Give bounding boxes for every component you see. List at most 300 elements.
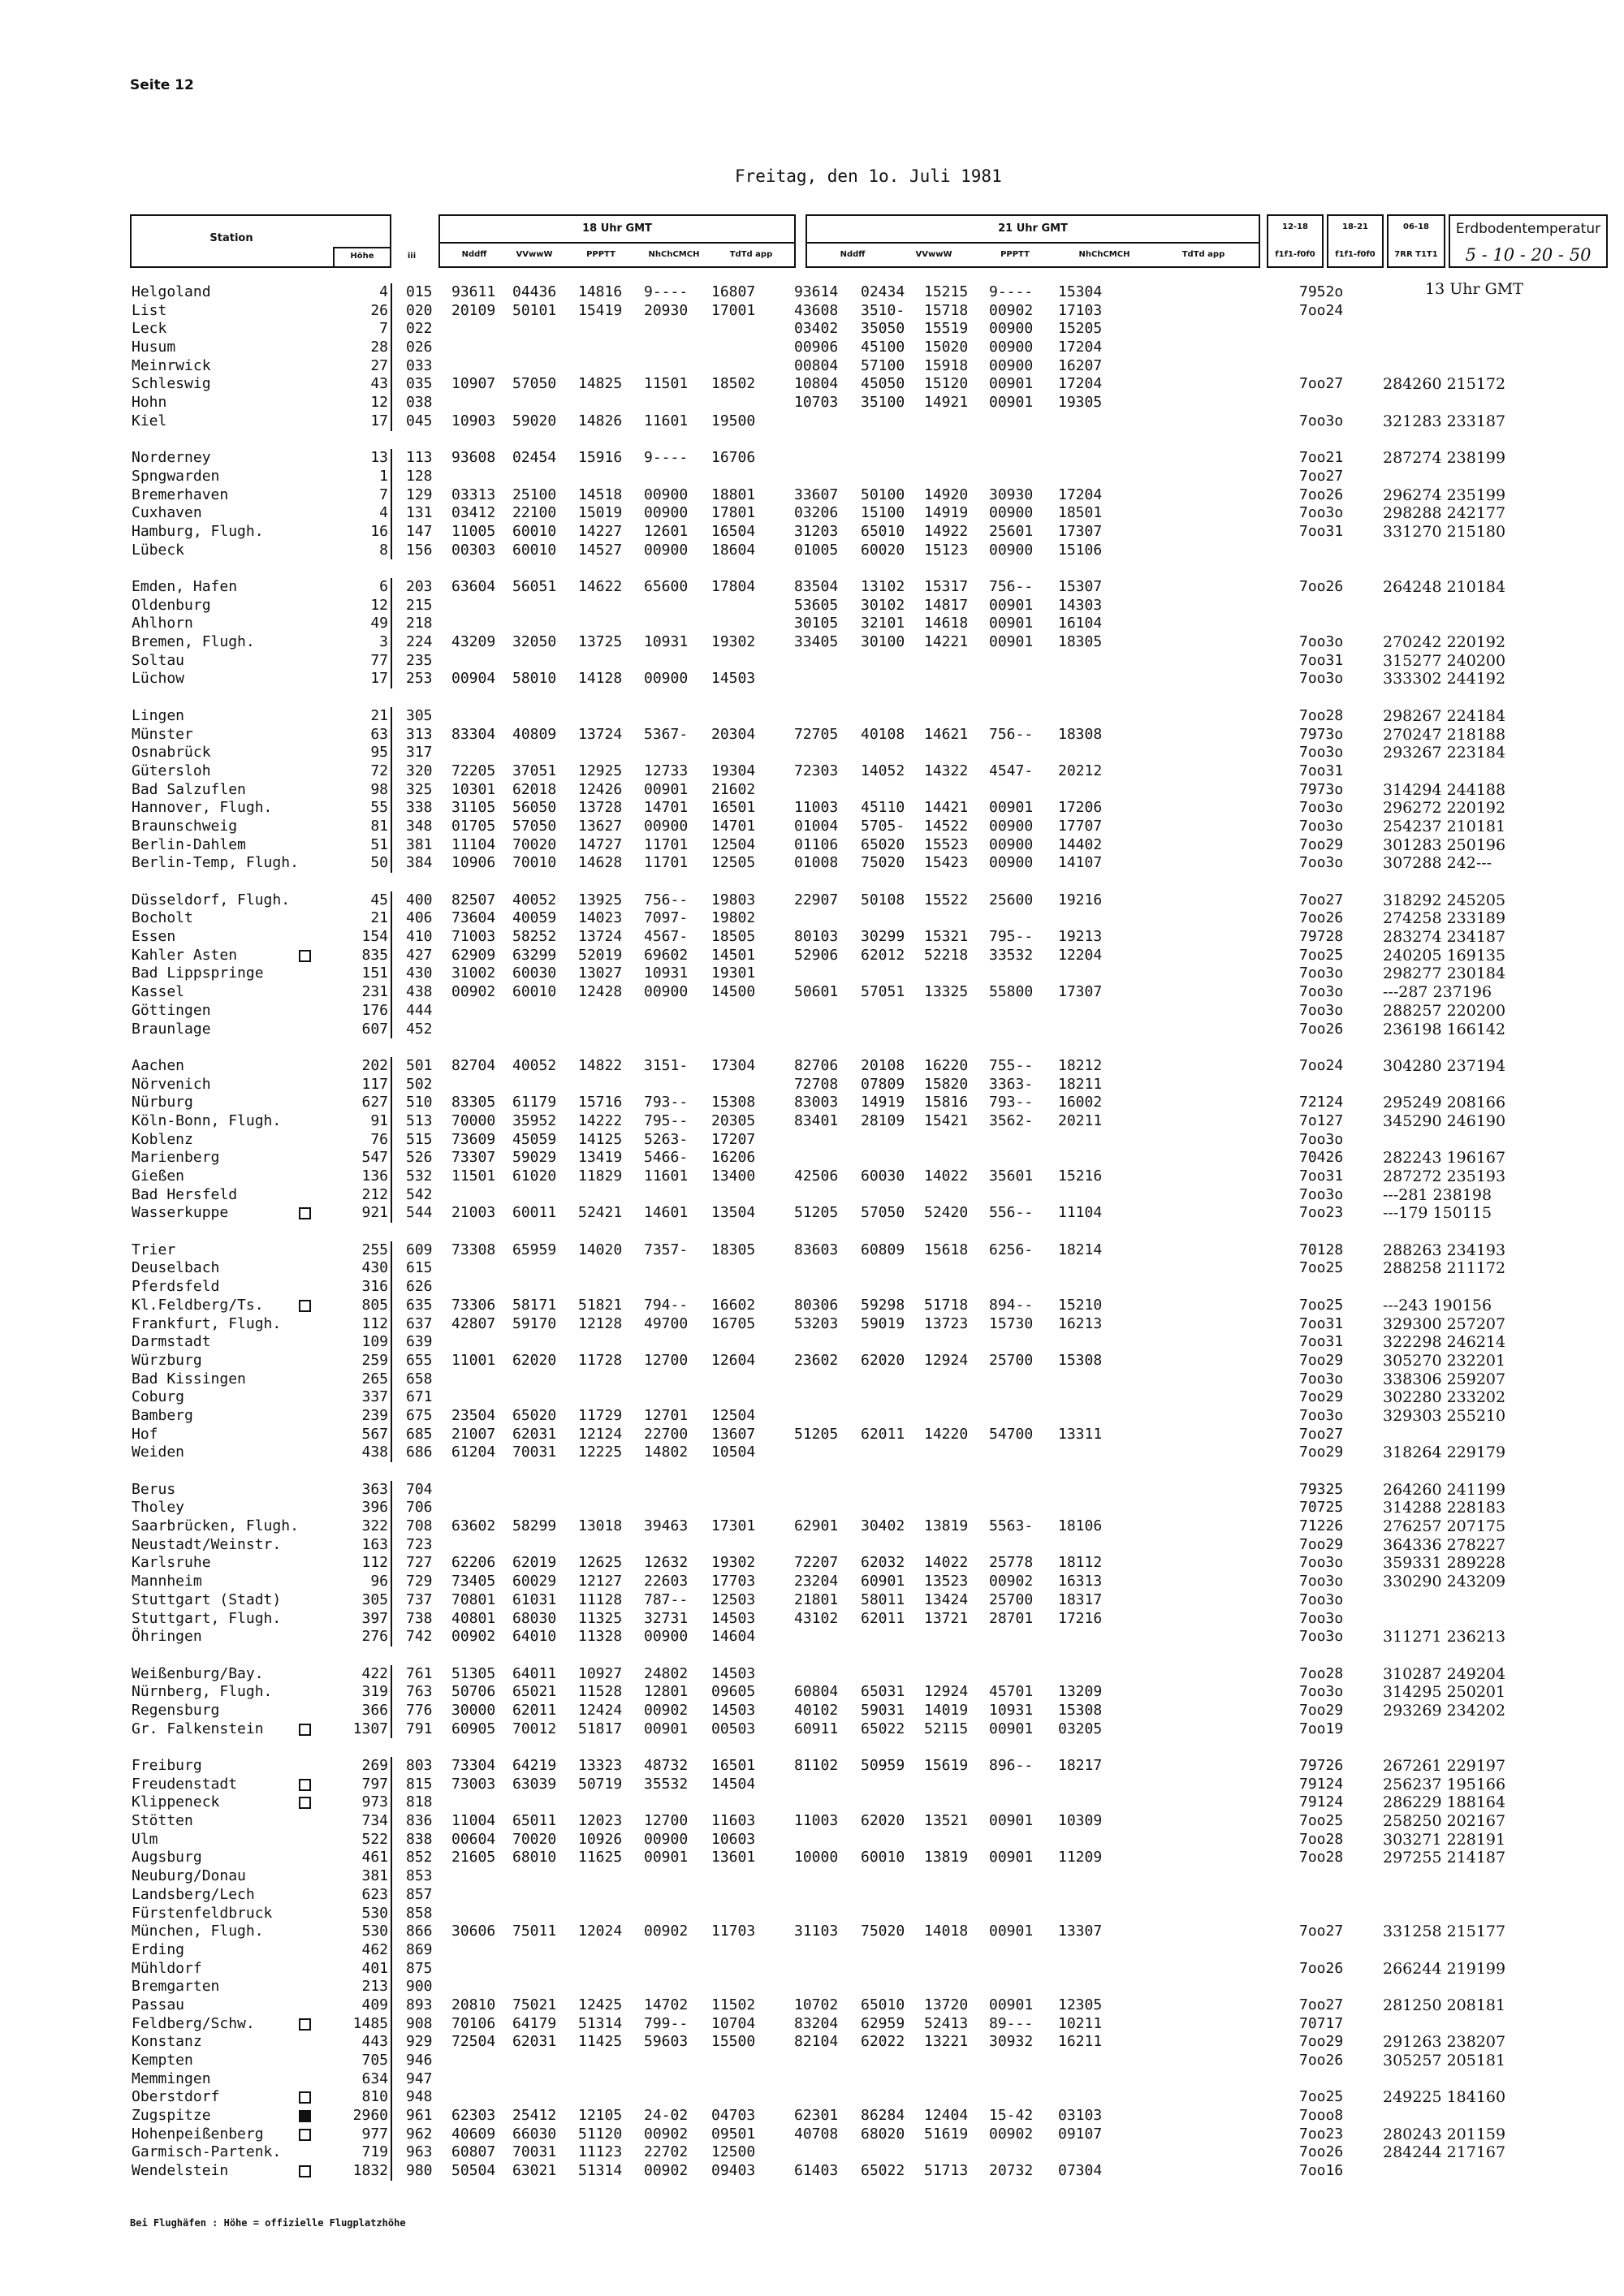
- hoehe-divider: [391, 2052, 392, 2070]
- obs18-value: 12503: [711, 1590, 756, 1608]
- obs21-value: 00902: [989, 1573, 1034, 1590]
- obs21-value: 18305: [1058, 633, 1103, 651]
- obs18-value: 24802: [644, 1664, 689, 1682]
- hoehe-divider: [391, 1941, 392, 1960]
- hoehe-divider: [391, 1352, 392, 1370]
- soil-temperature: 293269 234202: [1383, 1701, 1506, 1720]
- hoehe-divider: [391, 726, 392, 744]
- obs21-value: 83603: [794, 1241, 839, 1258]
- table-row: [0, 2126, 1624, 2144]
- obs18-value: 10931: [644, 633, 689, 651]
- hoehe-divider: [391, 1315, 392, 1334]
- precip-temp-group: 7oo25: [1299, 1259, 1344, 1277]
- obs21-value: 12305: [1058, 1996, 1103, 2013]
- obs18-value: 70010: [512, 854, 557, 872]
- obs21-value: 52413: [924, 2014, 969, 2032]
- station-index: 908: [406, 2014, 433, 2032]
- hoehe-divider: [391, 1757, 392, 1776]
- obs18-value: 14822: [578, 1056, 623, 1074]
- obs18-value: 11128: [578, 1590, 623, 1608]
- obs18-value: 12505: [711, 854, 756, 872]
- station-name: Würzburg: [132, 1351, 202, 1369]
- obs21-value: 75020: [861, 1923, 905, 1940]
- station-name: Husum: [132, 339, 176, 356]
- obs18-value: 00900: [644, 486, 689, 503]
- row-gap: [0, 688, 1624, 707]
- table-row: [0, 1186, 1624, 1205]
- obs18-value: 63021: [512, 2162, 557, 2180]
- obs21-value: 86284: [861, 2107, 905, 2125]
- station-index: 727: [406, 1554, 433, 1572]
- station-height: 95: [370, 744, 388, 762]
- obs21-value: 33405: [794, 633, 839, 651]
- station-name: Wendelstein: [132, 2162, 229, 2180]
- obs18-value: 31105: [451, 799, 496, 817]
- hoehe-divider: [391, 1426, 392, 1444]
- precip-temp-group: 7ooo8: [1299, 2107, 1344, 2125]
- obs18-value: 11502: [711, 1996, 756, 2013]
- obs21-value: 72708: [794, 1075, 839, 1093]
- station-index: 203: [406, 578, 433, 595]
- row-gap: [0, 873, 1624, 891]
- precip-temp-group: 70725: [1299, 1499, 1344, 1517]
- obs18-value: 62018: [512, 780, 557, 798]
- station-name: Hof: [132, 1425, 158, 1443]
- obs21-value: 00804: [794, 356, 839, 374]
- obs21-value: 17307: [1058, 983, 1103, 1001]
- obs21-value: 15120: [924, 375, 969, 393]
- table-row: [0, 1776, 1624, 1794]
- precip-temp-group: 7oo25: [1299, 1296, 1344, 1314]
- obs21-value: 57100: [861, 356, 905, 374]
- obs18-value: 15019: [578, 504, 623, 522]
- obs21-value: 01106: [794, 835, 839, 853]
- obs21-value: 18501: [1058, 504, 1103, 522]
- obs21-value: 10309: [1058, 1812, 1103, 1830]
- station-name: Lübeck: [132, 541, 185, 559]
- station-name: Kassel: [132, 983, 185, 1001]
- obs18-value: 25412: [512, 2107, 557, 2125]
- obs18-value: 04703: [711, 2107, 756, 2125]
- obs18-value: 00900: [644, 504, 689, 522]
- obs21-value: 25601: [989, 522, 1034, 540]
- station-index: 615: [406, 1259, 433, 1277]
- obs18-value: 02454: [512, 449, 557, 467]
- station-name: Zugspitze: [132, 2107, 211, 2125]
- obs21-value: 83504: [794, 578, 839, 595]
- hoehe-divider: [391, 1112, 392, 1131]
- obs18-value: 60010: [512, 541, 557, 559]
- obs21-value: 14322: [924, 762, 969, 779]
- obs18-value: 58252: [512, 928, 557, 946]
- obs21-value: 54700: [989, 1425, 1034, 1443]
- station-name: Tholey: [132, 1499, 185, 1517]
- obs18-value: 14622: [578, 578, 623, 595]
- station-name: Mühldorf: [132, 1959, 202, 1977]
- obs18-value: 11104: [451, 835, 496, 853]
- obs21-value: 00906: [794, 339, 839, 356]
- obs18-value: 21602: [711, 780, 756, 798]
- obs21-value: 50959: [861, 1757, 905, 1774]
- obs18-value: 00900: [644, 983, 689, 1001]
- obs21-value: 18212: [1058, 1056, 1103, 1074]
- obs21-value: 14919: [924, 504, 969, 522]
- obs18-value: 45059: [512, 1130, 557, 1148]
- station-height: 409: [361, 1996, 388, 2013]
- obs18-value: 58171: [512, 1296, 557, 1314]
- obs18-value: 51120: [578, 2125, 623, 2143]
- precip-temp-group: 70717: [1299, 2014, 1344, 2032]
- obs18-value: 13607: [711, 1425, 756, 1443]
- station-height: 27: [370, 356, 388, 374]
- obs21-value: 60030: [861, 1167, 905, 1185]
- obs21-value: 15123: [924, 541, 969, 559]
- obs21-value: 14921: [924, 394, 969, 412]
- station-name: Deuselbach: [132, 1259, 220, 1277]
- obs21-value: 15215: [924, 283, 969, 300]
- obs21-value: 83401: [794, 1111, 839, 1129]
- station-height: 21: [370, 706, 388, 724]
- obs21-value: 52218: [924, 946, 969, 964]
- hoehe-divider: [391, 1960, 392, 1979]
- station-name: Gütersloh: [132, 762, 211, 779]
- table-row: [0, 1167, 1624, 1186]
- obs21-value: 795--: [989, 928, 1034, 946]
- station-height: 381: [361, 1867, 388, 1885]
- obs18-value: 00900: [644, 541, 689, 559]
- obs18-value: 70020: [512, 1830, 557, 1848]
- obs18-value: 51305: [451, 1664, 496, 1682]
- station-height: 623: [361, 1885, 388, 1903]
- obs18-value: 18604: [711, 541, 756, 559]
- obs21-value: 83003: [794, 1094, 839, 1111]
- obs18-value: 00503: [711, 1720, 756, 1737]
- hoehe-divider: [391, 1923, 392, 1941]
- hoehe-divider: [391, 1407, 392, 1426]
- obs21-value: 62032: [861, 1554, 905, 1572]
- page-date: Freitag, den 1o. Juli 1981: [735, 166, 1002, 186]
- hoehe-divider: [391, 1204, 392, 1223]
- station-index: 035: [406, 375, 433, 393]
- obs18-value: 65011: [512, 1812, 557, 1830]
- obs21-value: 793--: [989, 1094, 1034, 1111]
- station-name: List: [132, 301, 167, 319]
- obs18-value: 14628: [578, 854, 623, 872]
- soil-temperature: 331258 215177: [1383, 1923, 1506, 1941]
- station-name: Garmisch-Partenk.: [132, 2143, 282, 2161]
- obs18-value: 03313: [451, 486, 496, 503]
- station-index: 452: [406, 1020, 433, 1038]
- obs21-value: 00901: [989, 375, 1034, 393]
- precip-temp-group: 79124: [1299, 1775, 1344, 1793]
- table-row: [0, 1683, 1624, 1702]
- station-index: 129: [406, 486, 433, 503]
- obs21-value: 25700: [989, 1590, 1034, 1608]
- station-height: 176: [361, 1001, 388, 1019]
- table-row: [0, 615, 1624, 633]
- soil-temperature: 264248 210184: [1383, 578, 1506, 596]
- obs18-value: 22702: [644, 2143, 689, 2161]
- obs18-value: 49700: [644, 1314, 689, 1332]
- station-index: 224: [406, 633, 433, 651]
- hoehe-divider: [391, 1149, 392, 1167]
- c0618-sub: 7RR T1T1: [1394, 250, 1438, 259]
- obs18-value: 793--: [644, 1094, 689, 1111]
- obs18-value: 14825: [578, 375, 623, 393]
- table-row: [0, 1941, 1624, 1960]
- obs18-value: 00901: [644, 1849, 689, 1867]
- obs21-value: 32101: [861, 615, 905, 632]
- station-index: 501: [406, 1056, 433, 1074]
- station-index: 338: [406, 799, 433, 817]
- hoehe-divider: [391, 1591, 392, 1610]
- station-index: 542: [406, 1185, 433, 1203]
- station-index: 218: [406, 615, 433, 632]
- obs18-value: 40609: [451, 2125, 496, 2143]
- table-row: [0, 1057, 1624, 1076]
- obs18-value: 12500: [711, 2143, 756, 2161]
- hoehe-divider: [391, 1573, 392, 1591]
- station-height: 154: [361, 928, 388, 946]
- precip-temp-group: 7oo3o: [1299, 633, 1344, 651]
- table-row: [0, 2107, 1624, 2126]
- obs18-value: 12604: [711, 1351, 756, 1369]
- hoehe-divider: [391, 1499, 392, 1517]
- obs18-value: 00900: [644, 1628, 689, 1646]
- station-index: 708: [406, 1517, 433, 1535]
- obs18-value: 51821: [578, 1296, 623, 1314]
- obs21-value: 15317: [924, 578, 969, 595]
- soil-temperature: 270247 218188: [1383, 725, 1506, 744]
- soil-temperature: 322298 246214: [1383, 1333, 1506, 1352]
- station-name: Weißenburg/Bay.: [132, 1664, 264, 1682]
- obs18-value: 11603: [711, 1812, 756, 1830]
- obs18-value: 00904: [451, 670, 496, 688]
- precip-temp-group: 7oo28: [1299, 1830, 1344, 1848]
- obs18-value: 32731: [644, 1609, 689, 1627]
- obs21-value: 65010: [861, 522, 905, 540]
- station-name: Freudenstadt: [132, 1775, 238, 1793]
- obs18-value: 83305: [451, 1094, 496, 1111]
- table-row: [0, 357, 1624, 376]
- obs18-value: 62031: [512, 2033, 557, 2051]
- station-index: 384: [406, 854, 433, 872]
- obs21-value: 00901: [989, 1812, 1034, 1830]
- obs21-value: 11003: [794, 799, 839, 817]
- obs18-value: 795--: [644, 1111, 689, 1129]
- obs18-value: 10903: [451, 412, 496, 429]
- precip-temp-group: 79124: [1299, 1793, 1344, 1811]
- station-index: 685: [406, 1425, 433, 1443]
- station-height: 530: [361, 1904, 388, 1922]
- station-name: Aachen: [132, 1056, 185, 1074]
- hoehe-divider: [391, 891, 392, 910]
- station-height: 55: [370, 799, 388, 817]
- station-index: 893: [406, 1996, 433, 2013]
- col21-0: Nddff: [840, 250, 866, 259]
- hoehe-divider: [391, 394, 392, 412]
- soil-temperature: 296272 220192: [1383, 799, 1506, 818]
- obs21-value: 72705: [794, 725, 839, 743]
- obs18-value: 12504: [711, 835, 756, 853]
- station-index: 852: [406, 1849, 433, 1867]
- obs18-value: 11728: [578, 1351, 623, 1369]
- station-table: [0, 283, 1624, 2181]
- station-name: Stötten: [132, 1812, 193, 1830]
- soil-time-note: 13 Uhr GMT: [1425, 280, 1523, 298]
- table-row: [0, 542, 1624, 560]
- obs21-value: 51713: [924, 2162, 969, 2180]
- station-name: Neustadt/Weinstr.: [132, 1535, 282, 1553]
- obs18-value: 22100: [512, 504, 557, 522]
- soil-temperature: 311271 236213: [1383, 1628, 1506, 1646]
- obs21-value: 59031: [861, 1701, 905, 1719]
- station-name: Memmingen: [132, 2069, 211, 2087]
- obs18-value: 00900: [644, 670, 689, 688]
- station-name: Bocholt: [132, 909, 193, 927]
- obs18-value: 20810: [451, 1996, 496, 2013]
- hoehe-divider: [391, 1665, 392, 1684]
- station-index: 444: [406, 1001, 433, 1019]
- obs18-value: 13728: [578, 799, 623, 817]
- hoehe-divider: [391, 633, 392, 652]
- station-height: 163: [361, 1535, 388, 1553]
- obs18-value: 35532: [644, 1775, 689, 1793]
- obs18-value: 10301: [451, 780, 496, 798]
- row-gap: [0, 1462, 1624, 1481]
- obs21-value: 14421: [924, 799, 969, 817]
- soil-temperature: 333302 244192: [1383, 670, 1506, 688]
- soil-temperature: 297255 214187: [1383, 1849, 1506, 1867]
- obs21-value: 53605: [794, 596, 839, 614]
- obs21-value: 83204: [794, 2014, 839, 2032]
- station-index: 963: [406, 2143, 433, 2161]
- obs18-value: 16602: [711, 1296, 756, 1314]
- table-row: [0, 1499, 1624, 1517]
- obs21-value: 30102: [861, 596, 905, 614]
- soil-temperature: 270242 220192: [1383, 633, 1506, 652]
- obs21-value: 3562-: [989, 1111, 1034, 1129]
- precip-temp-group: 7oo21: [1299, 449, 1344, 467]
- soil-temperature: ---281 238198: [1383, 1185, 1492, 1204]
- station-index: 033: [406, 356, 433, 374]
- table-row: [0, 762, 1624, 781]
- hoehe-divider: [391, 2143, 392, 2162]
- obs21-value: 57050: [861, 1204, 905, 1222]
- obs21-value: 756--: [989, 725, 1034, 743]
- station-index: 818: [406, 1793, 433, 1811]
- station-index: 544: [406, 1204, 433, 1222]
- obs21-value: 17204: [1058, 339, 1103, 356]
- hoehe-divider: [391, 2126, 392, 2144]
- obs18-value: 16501: [711, 1757, 756, 1774]
- station-index: 980: [406, 2162, 433, 2180]
- obs21-value: 14522: [924, 817, 969, 835]
- row-gap: [0, 1738, 1624, 1757]
- obs18-value: 13018: [578, 1517, 623, 1535]
- row-gap: [0, 559, 1624, 578]
- obs21-value: 896--: [989, 1757, 1034, 1774]
- obs21-value: 6256-: [989, 1241, 1034, 1258]
- station-index: 838: [406, 1830, 433, 1848]
- station-index: 526: [406, 1149, 433, 1167]
- station-name: Konstanz: [132, 2033, 202, 2051]
- station-name: Bad Kissingen: [132, 1370, 246, 1388]
- soil-temperature: 288257 220200: [1383, 1001, 1506, 1020]
- station-name: Lingen: [132, 706, 185, 724]
- obs21-value: 13723: [924, 1314, 969, 1332]
- table-row: [0, 1886, 1624, 1905]
- soil-temperature: 274258 233189: [1383, 909, 1506, 928]
- hoehe-divider: [391, 854, 392, 873]
- station-height: 1: [379, 467, 388, 485]
- station-height: 4: [379, 504, 388, 522]
- obs21-value: 00900: [989, 817, 1034, 835]
- hoehe-divider: [391, 1996, 392, 2015]
- obs18-value: 01705: [451, 817, 496, 835]
- station-height: 547: [361, 1149, 388, 1167]
- hoehe-divider: [391, 1094, 392, 1112]
- hoehe-divider: [391, 1776, 392, 1794]
- mountain-station-marker: [299, 2129, 311, 2141]
- obs18-value: 12625: [578, 1554, 623, 1572]
- obs18-value: 35952: [512, 1111, 557, 1129]
- station-index: 515: [406, 1130, 433, 1148]
- obs18-value: 13419: [578, 1149, 623, 1167]
- station-height: 316: [361, 1278, 388, 1296]
- obs18-value: 40809: [512, 725, 557, 743]
- table-row: [0, 1923, 1624, 1941]
- obs21-value: 62011: [861, 1609, 905, 1627]
- soil-temperature: 276257 207175: [1383, 1517, 1506, 1536]
- soil-temperature: 282243 196167: [1383, 1149, 1506, 1167]
- obs21-value: 17307: [1058, 522, 1103, 540]
- obs21-value: 45100: [861, 339, 905, 356]
- obs18-value: 10603: [711, 1830, 756, 1848]
- obs21-value: 14919: [861, 1094, 905, 1111]
- station-index: 131: [406, 504, 433, 522]
- obs21-value: 42506: [794, 1167, 839, 1185]
- obs18-value: 20304: [711, 725, 756, 743]
- table-row: [0, 1610, 1624, 1629]
- obs18-value: 58299: [512, 1517, 557, 1535]
- obs21-value: 13325: [924, 983, 969, 1001]
- group18-header: 18 Uhr GMT: [582, 222, 652, 235]
- col21-2: PPPTT: [1000, 250, 1030, 259]
- obs18-value: 11001: [451, 1351, 496, 1369]
- station-height: 705: [361, 2052, 388, 2069]
- obs18-value: 11328: [578, 1628, 623, 1646]
- precip-temp-group: 7oo27: [1299, 1425, 1344, 1443]
- obs18-value: 12128: [578, 1314, 623, 1332]
- table-row: [0, 1905, 1624, 1923]
- obs21-value: 755--: [989, 1056, 1034, 1074]
- obs18-value: 15419: [578, 301, 623, 319]
- obs18-value: 22700: [644, 1425, 689, 1443]
- obs18-value: 16206: [711, 1149, 756, 1167]
- station-index: 929: [406, 2033, 433, 2051]
- station-height: 461: [361, 1849, 388, 1867]
- station-height: 63: [370, 725, 388, 743]
- hoehe-divider: [391, 1554, 392, 1573]
- obs21-value: 15304: [1058, 283, 1103, 300]
- hoehe-divider: [391, 578, 392, 597]
- obs18-value: 04436: [512, 283, 557, 300]
- obs21-value: 00902: [989, 301, 1034, 319]
- obs21-value: 62012: [861, 946, 905, 964]
- table-row: [0, 928, 1624, 947]
- station-height: 259: [361, 1351, 388, 1369]
